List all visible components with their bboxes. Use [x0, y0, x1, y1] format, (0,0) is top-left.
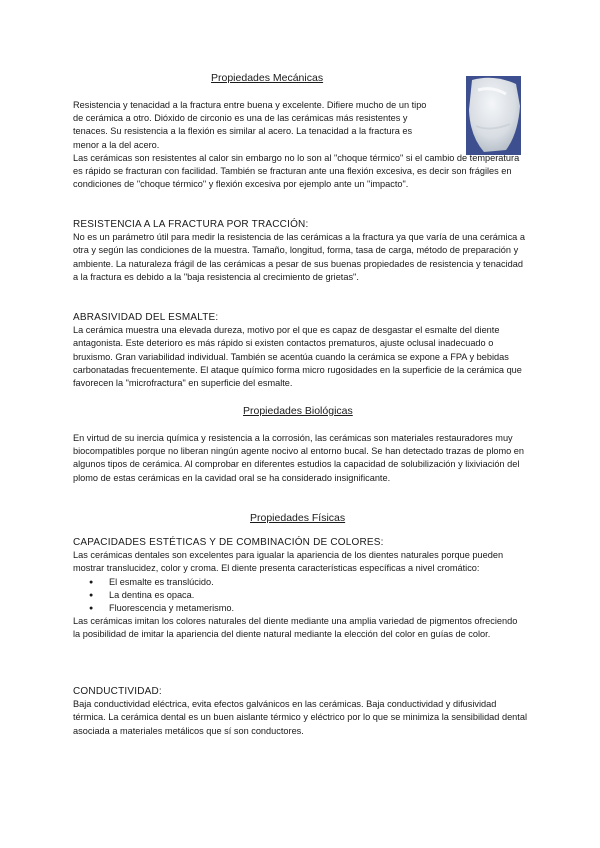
intro-line: menor a la del acero. [73, 139, 160, 150]
intro-line: tenaces. Su resistencia a la flexión es similar al acero. La tenacidad a la fractura es [73, 126, 413, 137]
fractura-heading: RESISTENCIA A LA FRACTURA POR TRACCIÓN: [73, 219, 309, 230]
tooth-image [466, 76, 521, 155]
fractura-section [73, 218, 527, 284]
esteticas-paragraph: Las cerámicas dentales son excelentes para igualar la apariencia de los dientes naturales porque pueden mostrar translucidez, color y croma. El diente presenta características específicas a nivel cromático: [73, 550, 504, 574]
fractura-paragraph: No es un parámetro útil para medir la resistencia de las cerámicas a la fractura ya que varía de una cerámica a otra y según las condiciones de la muestra. Tamaño, longitud, forma, tasa de carga, método de preparación y ambiente. La naturaleza frágil de las cerámicas a pesar de sus buenas propiedades de resistencia y tenacidad a la fractura es debido a la "baja resistencia al crecimiento de grietas". [73, 232, 525, 282]
list-item: ● El esmalte es translúcido. [109, 576, 527, 589]
abrasividad-paragraph: La cerámica muestra una elevada dureza, motivo por el que es capaz de desgastar el esmalte del diente antagonista. Este deterioro es más rápido si existen contactos prematuros, ajuste oclusal inadecuado o bruxismo. Gran variabilidad individual. También se acentúa cuando la cerámica se expone a FPA y bebidas carbonatadas frecuentemente. El ataque químico forma micro rugosidades en la superficie de la cerámica que favorecen la "microfractura" en superficie del esmalte. [73, 325, 522, 389]
conductividad-section [73, 685, 527, 738]
abrasividad-section [73, 311, 527, 390]
mecanicas-intro [73, 99, 465, 152]
cromatico-list [73, 576, 527, 616]
conductividad-heading: CONDUCTIVIDAD: [73, 686, 162, 697]
biologicas-paragraph: En virtud de su inercia química y resistencia a la corrosión, las cerámicas son materiales restauradores muy biocompatibles porque no liberan ningún agente nocivo al entorno bucal. Se han detectado trazas de plomo en algunos tipos de cerámica. Al comprobar en diferentes estudios la capacidad de solubilización y lixiviación del plomo de estas cerámicas en la cavidad oral se ha considerado insignificante. [73, 433, 525, 483]
conductividad-paragraph: Baja conductividad eléctrica, evita efectos galvánicos en las cerámicas. Baja conductividad y difusividad térmica. La cerámica dental es un buen aislante térmico y eléctrico por lo que se minimiza la sensibilidad dental asociada a materiales metálicos que sí son conductores. [73, 699, 527, 736]
intro-line: Resistencia y tenacidad a la fractura entre buena y excelente. Difiere mucho de un tipo [73, 100, 427, 110]
esteticas-heading: CAPACIDADES ESTÉTICAS Y DE COMBINACIÓN DE COLORES: [73, 537, 384, 548]
list-item: ● Fluorescencia y metamerismo. [109, 602, 527, 615]
colores-paragraph: Las cerámicas imitan los colores naturales del diente mediante una amplia variedad de pigmentos ofreciendo la posibilidad de imitar la apariencia del diente natural mediante la elección del color en guías de color. [73, 616, 518, 640]
list-item: ● La dentina es opaca. [109, 589, 527, 602]
esteticas-section [73, 536, 527, 642]
section-title-biologicas: Propiedades Biológicas [243, 405, 353, 417]
termico-paragraph: Las cerámicas son resistentes al calor sin embargo no lo son al "choque térmico" si el cambio de temperatura es rápido se fracturan con facilidad. También se fracturan ante una flexión excesiva, es decir son frágiles en condiciones de "choque térmico" y flexión excesiva por ejemplo ante un "impacto". [73, 153, 520, 190]
abrasividad-heading: ABRASIVIDAD DEL ESMALTE: [73, 312, 219, 323]
ceramic-tooth-photo [466, 76, 521, 155]
section-title-fisicas: Propiedades Físicas [250, 512, 346, 524]
section-title-mecanicas: Propiedades Mecánicas [211, 72, 324, 84]
intro-line: de cerámica a otro. Dióxido de circonio es una de las cerámicas más resistentes y [73, 113, 408, 124]
